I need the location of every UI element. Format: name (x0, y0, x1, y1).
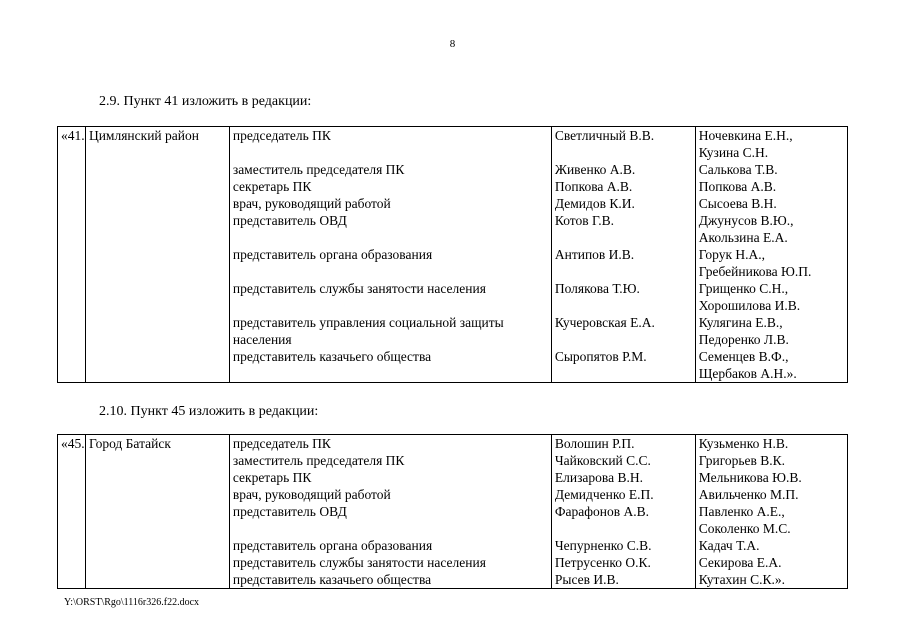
member-name: Сыропятов Р.М. (554, 349, 647, 364)
reserve-name: Секирова Е.А. (698, 555, 782, 570)
reserve-name: Джунусов В.Ю., (698, 213, 794, 228)
member-name: Светличный В.В. (554, 128, 655, 143)
role-label: представитель службы занятости населения (232, 281, 486, 296)
reserve-name: Акользина Е.А. (698, 230, 788, 245)
reserve-group (699, 212, 844, 246)
reserve-name: Кузьменко Н.В. (698, 436, 789, 451)
reserve-group (699, 127, 844, 161)
reserve-name: Кутахин С.К.». (698, 572, 786, 587)
role-label: секретарь ПК (232, 179, 312, 194)
row-number-cell (58, 127, 86, 383)
reserve-group (699, 469, 844, 486)
role-label: представитель органа образования (232, 247, 433, 262)
reserve-name: Хорошилова И.В. (698, 298, 801, 313)
roles-cell (229, 127, 551, 383)
member-name: Елизарова В.Н. (554, 470, 643, 485)
reserve-group (699, 435, 844, 452)
role-label: представитель органа образования (232, 538, 433, 553)
reserve-name: Ночевкина Е.Н., (698, 128, 793, 143)
role-label: председатель ПК (232, 128, 331, 143)
member-name: Волошин Р.П. (554, 436, 635, 451)
reserve-name: Гребейникова Ю.П. (698, 264, 812, 279)
member-name: Котов Г.В. (554, 213, 615, 228)
district-name: Город Батайск (88, 436, 171, 451)
reserve-cell (695, 127, 847, 383)
role-label: врач, руководящий работой (232, 487, 391, 502)
reserve-group (699, 246, 844, 280)
reserve-group (699, 452, 844, 469)
section-heading-41: 2.9. Пункт 41 изложить в редакции: (99, 94, 312, 109)
commission-table-41 (57, 126, 848, 383)
members-cell (551, 435, 695, 589)
member-name: Фарафонов А.В. (554, 504, 649, 519)
reserve-name: Мельникова Ю.В. (698, 470, 802, 485)
reserve-group (699, 554, 844, 571)
role-label: заместитель председателя ПК (232, 162, 405, 177)
reserve-group (699, 314, 844, 348)
reserve-name: Сысоева В.Н. (698, 196, 777, 211)
reserve-name: Григорьев В.К. (698, 453, 786, 468)
role-label: представитель казачьего общества (232, 572, 432, 587)
role-label: представитель ОВД (232, 213, 347, 228)
member-name: Чайковский С.С. (554, 453, 651, 468)
section-heading-45: 2.10. Пункт 45 изложить в редакции: (99, 404, 319, 419)
role-label: председатель ПК (232, 436, 331, 451)
role-label: представитель ОВД (232, 504, 347, 519)
reserve-group (699, 280, 844, 314)
member-name: Петрусенко О.К. (554, 555, 651, 570)
row-number: «45. (61, 436, 85, 451)
reserve-name: Попкова А.В. (698, 179, 777, 194)
district-cell (85, 435, 229, 589)
member-name: Антипов И.В. (554, 247, 635, 262)
roles-cell (229, 435, 551, 589)
reserve-name: Педоренко Л.В. (698, 332, 789, 347)
reserve-name: Павленко А.Е., (698, 504, 785, 519)
members-cell (551, 127, 695, 383)
reserve-group (699, 178, 844, 195)
member-name: Чепурненко С.В. (554, 538, 652, 553)
role-label: представитель управления социальной защиты населения (232, 315, 504, 347)
reserve-group (699, 161, 844, 178)
reserve-group (699, 195, 844, 212)
member-name: Рысев И.В. (554, 572, 619, 587)
file-path-footer: Y:\ORST\Rgo\1116r326.f22.docx (64, 597, 200, 608)
reserve-group (699, 486, 844, 503)
row-number-cell (58, 435, 86, 589)
member-name: Демидов К.И. (554, 196, 635, 211)
role-label: представитель казачьего общества (232, 349, 432, 364)
member-name: Попкова А.В. (554, 179, 633, 194)
reserve-name: Салькова Т.В. (698, 162, 778, 177)
role-label: заместитель председателя ПК (232, 453, 405, 468)
member-name: Полякова Т.Ю. (554, 281, 640, 296)
reserve-name: Кузина С.Н. (698, 145, 769, 160)
role-label: врач, руководящий работой (232, 196, 391, 211)
role-label: секретарь ПК (232, 470, 312, 485)
reserve-name: Кадач Т.А. (698, 538, 760, 553)
member-name: Живенко А.В. (554, 162, 636, 177)
district-cell (85, 127, 229, 383)
reserve-name: Щербаков А.Н.». (698, 366, 797, 381)
reserve-name: Семенцев В.Ф., (698, 349, 789, 364)
commission-table-45 (57, 434, 848, 589)
role-label: представитель службы занятости населения (232, 555, 486, 570)
district-name: Цимлянский район (88, 128, 199, 143)
table-row (58, 127, 848, 383)
reserve-name: Горук Н.А., (698, 247, 766, 262)
member-name: Кучеровская Е.А. (554, 315, 655, 330)
row-number: «41. (61, 128, 85, 143)
reserve-name: Авильченко М.П. (698, 487, 799, 502)
member-name: Демидченко Е.П. (554, 487, 654, 502)
reserve-group (699, 348, 844, 382)
reserve-name: Кулягина Е.В., (698, 315, 783, 330)
table-row (58, 435, 848, 589)
reserve-group (699, 503, 844, 537)
reserve-name: Соколенко М.С. (698, 521, 791, 536)
page-number: 8 (449, 38, 456, 50)
reserve-name: Грищенко С.Н., (698, 281, 789, 296)
reserve-group (699, 537, 844, 554)
reserve-cell (695, 435, 847, 589)
reserve-group (699, 571, 844, 588)
